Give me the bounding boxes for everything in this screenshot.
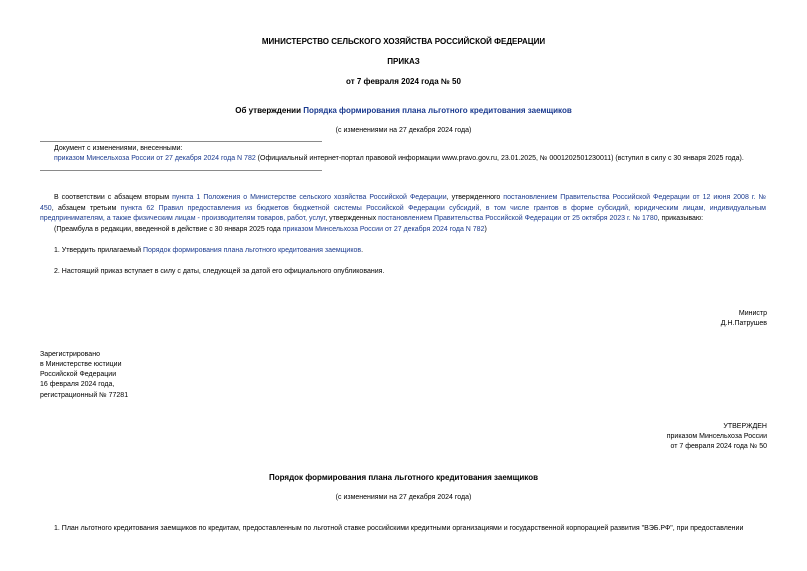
changes-order-link[interactable]: приказом Минсельхоза России от 27 декабря 2024 года N 782 [54, 155, 256, 162]
item-1 [54, 247, 363, 254]
item-2: 2. Настоящий приказ вступает в силу с даты, следующей за датой его официального опубликования. [54, 268, 385, 275]
signature-name: Д.Н.Патрушев [720, 320, 767, 327]
edit-note-text: ) [484, 226, 487, 233]
annex-title: Порядок формирования плана льготного кредитования заемщиков [269, 473, 538, 482]
doc-title [0, 106, 807, 115]
registration-line-2: в Министерстве юстиции [40, 361, 122, 368]
approved-line-3: от 7 февраля 2024 года № 50 [670, 443, 767, 450]
rules-link-cont[interactable]: предпринимателям, а также физическим лицам - производителям товаров, работ, услуг [40, 215, 326, 222]
procedure-link[interactable]: Порядок формирования плана льготного кредитования заемщиков [142, 247, 362, 254]
government-decree-link-cont[interactable]: 450 [40, 205, 52, 212]
item-1-text: . [361, 247, 364, 254]
item-1-text: 1. Утвердить прилагаемый [54, 247, 143, 254]
doc-title-prefix: Об утверждении [235, 106, 304, 115]
decree-1780-link[interactable]: постановлением Правительства Российской Федерации от 25 октября 2023 г. № 1780 [378, 215, 658, 222]
rules-link[interactable]: пункта 62 Правил предоставления из бюджетов бюджетной системы Российской Федерации субсидий, в том числе грантов в форме субсидий, юридическим лицам, индивидуальным [120, 205, 766, 212]
doc-date-number: от 7 февраля 2024 года № 50 [346, 77, 461, 86]
signature-position: Министр [738, 310, 767, 317]
note-bottom-divider [40, 170, 322, 171]
preamble-text: , утвержденных [325, 215, 379, 222]
registration-line-3: Российской Федерации [40, 371, 117, 378]
registration-line-5: регистрационный № 77281 [40, 392, 129, 399]
doc-amended-note: (с изменениями на 27 декабря 2024 года) [335, 127, 472, 134]
preamble-text: , абзацем третьим [51, 205, 121, 212]
approved-line-1: УТВЕРЖДЕН [723, 423, 767, 430]
registration-line-4: 16 февраля 2024 года, [40, 381, 115, 388]
annex-amended-note: (с изменениями на 27 декабря 2024 года) [335, 494, 472, 501]
preamble-text: , приказываю: [657, 215, 704, 222]
regulation-link[interactable]: пункта 1 Положения о Министерстве сельского хозяйства Российской Федерации [172, 194, 447, 201]
registration-line-1: Зарегистрировано [40, 351, 100, 358]
government-decree-link[interactable]: постановлением Правительства Российской Федерации от 12 июня 2008 г. № [503, 194, 767, 201]
preamble-line-1 [54, 194, 766, 201]
edit-order-link[interactable]: приказом Минсельхоза России от 27 декабря 2024 года N 782 [282, 226, 485, 233]
annex-paragraph-1: 1. План льготного кредитования заемщиков по кредитам, предоставленным по льготной ставке российскими кредитными организациями и государственной корпорацией развития "ВЭБ.РФ", при предоставлении [54, 525, 744, 532]
preamble-edit-note [54, 226, 487, 233]
doc-title-link[interactable]: Порядка формирования плана льготного кредитования заемщиков [303, 106, 572, 115]
ministry-heading: МИНИСТЕРСТВО СЕЛЬСКОГО ХОЗЯЙСТВА РОССИЙСКОЙ ФЕДЕРАЦИИ [261, 37, 546, 46]
preamble-line-3 [40, 215, 703, 222]
changes-line [54, 155, 744, 162]
edit-note-text: (Преамбула в редакции, введенной в действие с 30 января 2025 года [54, 226, 283, 233]
preamble-line-2 [40, 205, 766, 212]
changes-tail: (Официальный интернет-портал правовой информации www.pravo.gov.ru, 23.01.2025, № 0001202501230011) (вступил в силу с 30 января 2025 года). [255, 155, 744, 162]
doc-type-heading: ПРИКАЗ [387, 57, 420, 66]
note-top-divider [40, 141, 322, 142]
changes-label: Документ с изменениями, внесенными: [54, 145, 183, 152]
preamble-text: , утвержденного [446, 194, 504, 201]
preamble-text: В соответствии с абзацем вторым [54, 194, 173, 201]
approved-line-2: приказом Минсельхоза России [666, 433, 767, 440]
